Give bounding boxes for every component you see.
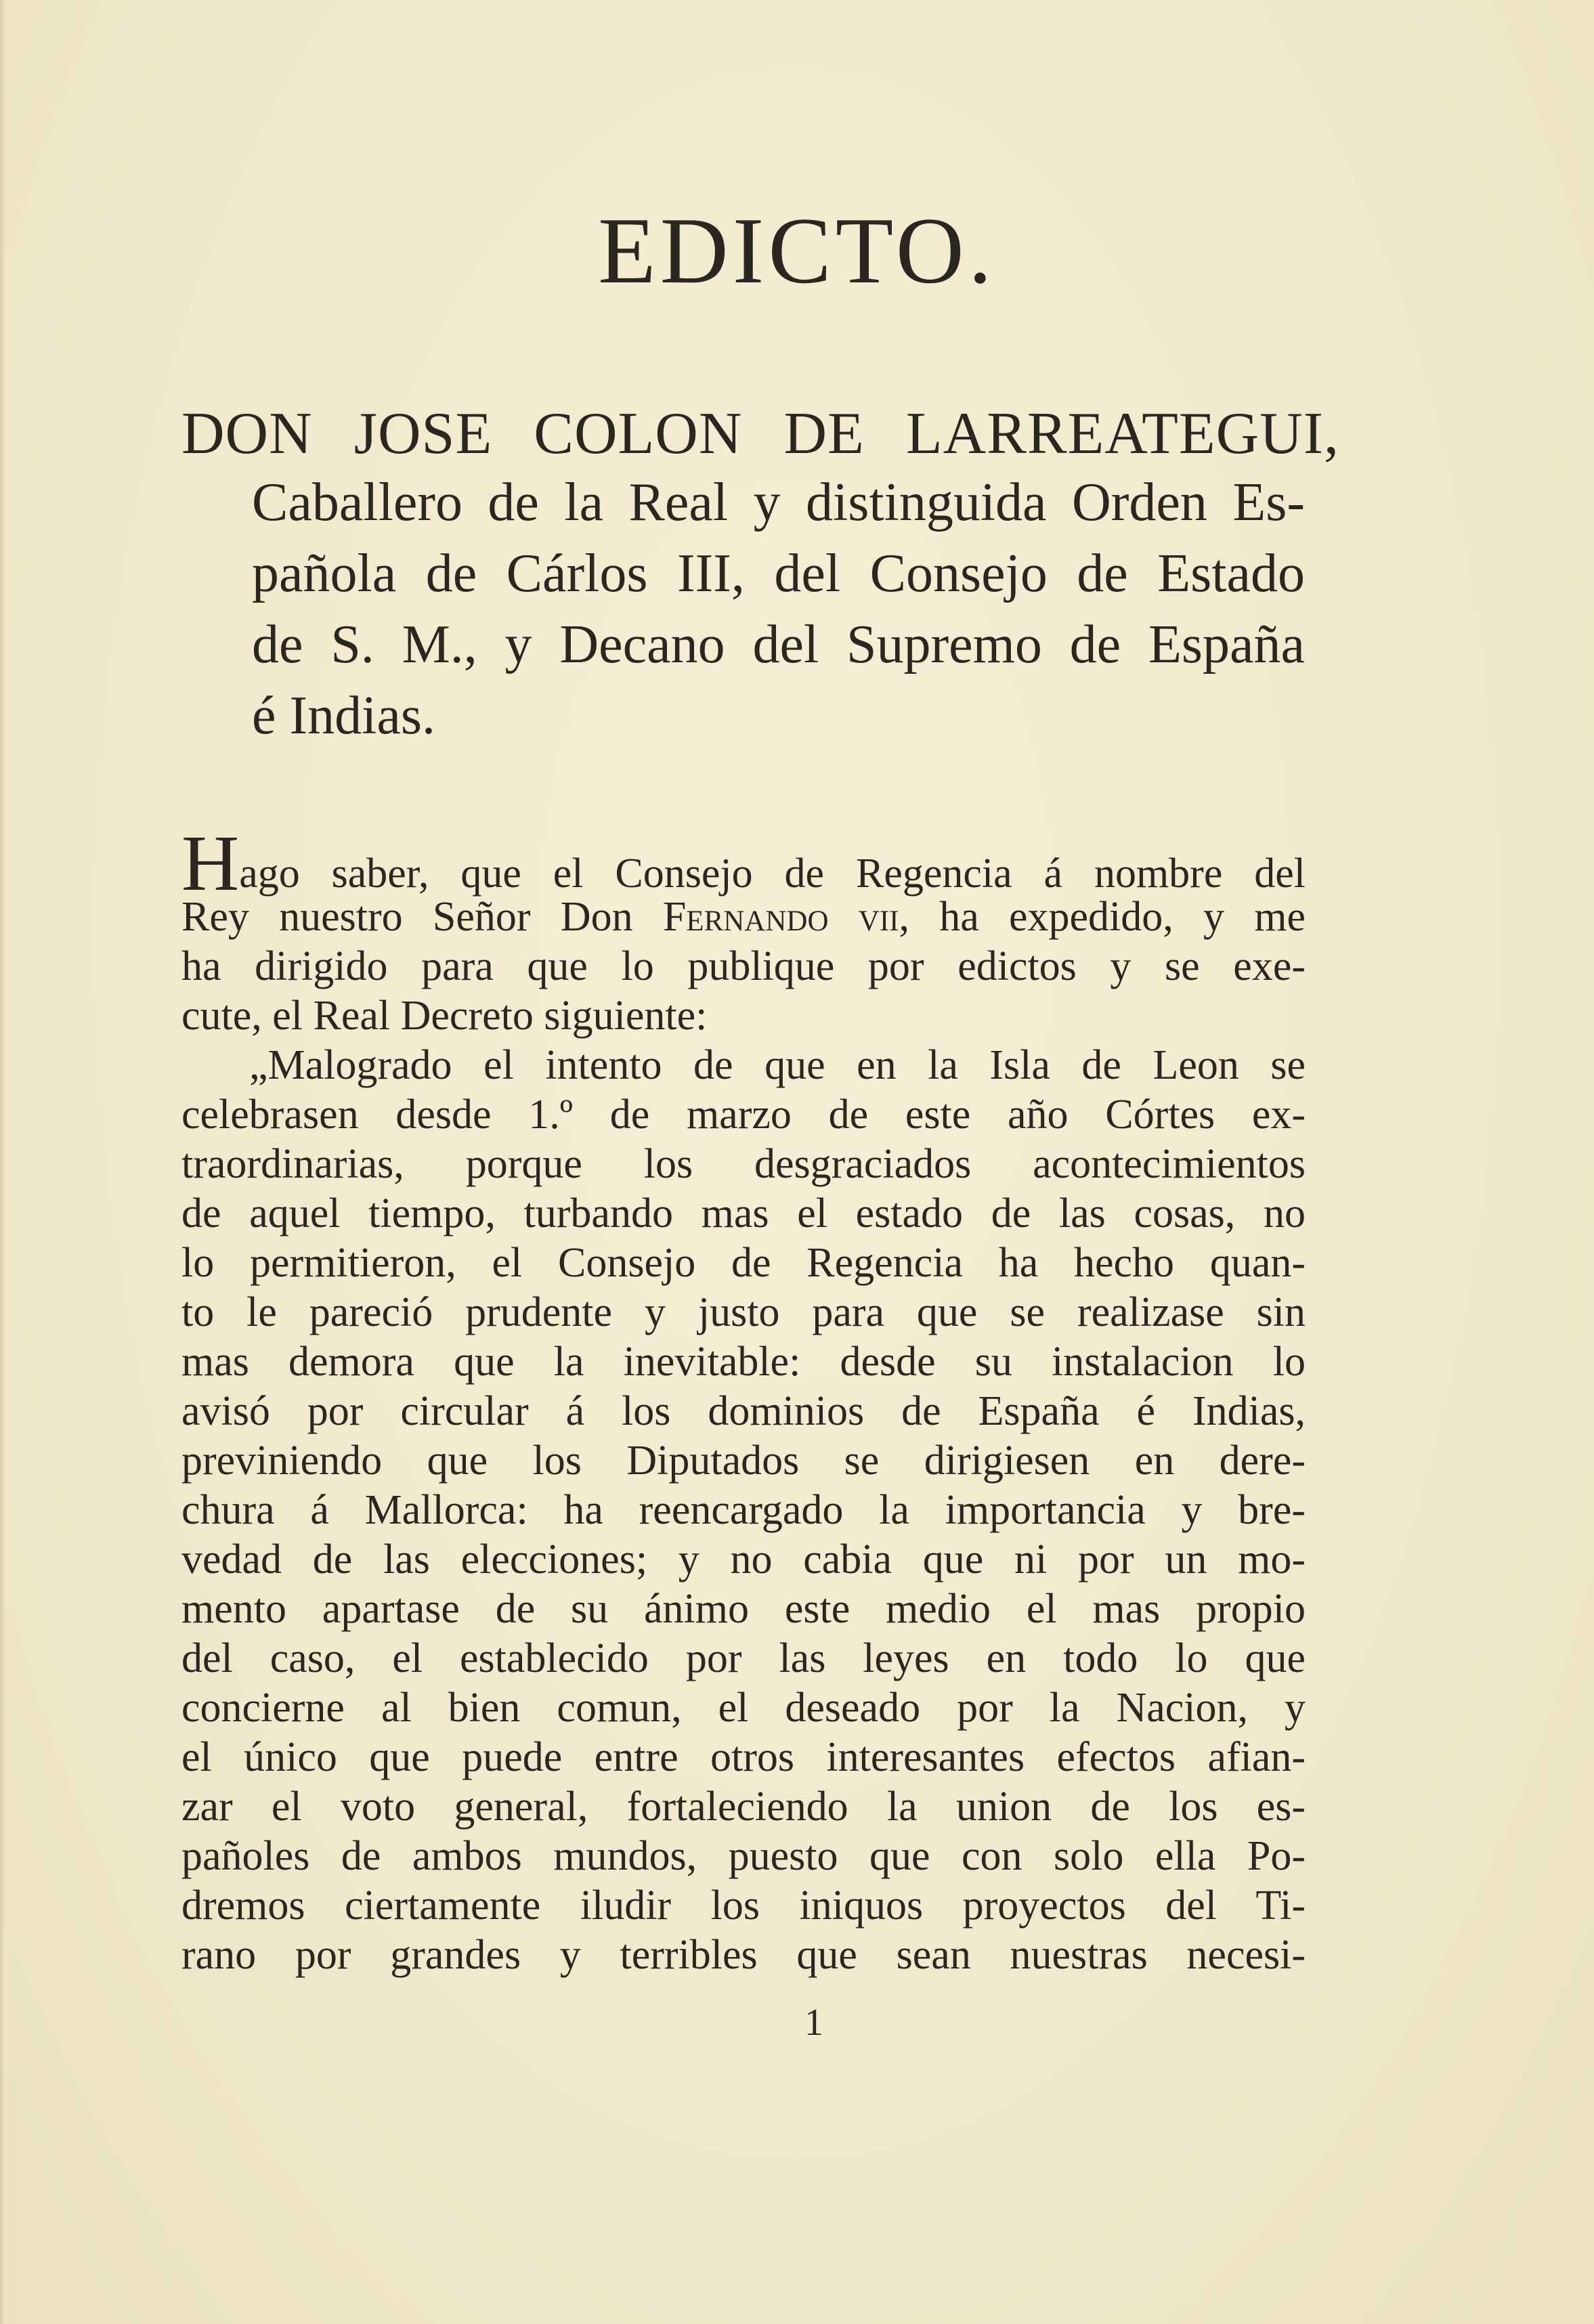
body-line: rano por grandes y terribles que sean nuestras necesi- [181, 1932, 1306, 1978]
body-line: previniendo que los Diputados se dirigiesen en dere- [181, 1438, 1306, 1484]
document-title: EDICTO. [598, 198, 996, 303]
body-line: pañoles de ambos mundos, puesto que con solo ella Po- [181, 1833, 1306, 1879]
author-title-line: é Indias. [252, 686, 436, 746]
body-line: celebrasen desde 1.º de marzo de este año Córtes ex- [181, 1092, 1306, 1138]
body-line [181, 819, 1306, 907]
king-name: Fernando vii [662, 894, 899, 940]
body-line: concierne al bien comun, el deseado por la Nacion, y [181, 1685, 1306, 1731]
body-text: Rey nuestro Señor Don [181, 894, 663, 940]
body-line: ha dirigido para que lo publique por edictos y se exe- [181, 943, 1306, 989]
body-line: zar el voto general, fortaleciendo la union de los es- [181, 1784, 1306, 1830]
body-line: vedad de las elecciones; y no cabia que ni por un mo- [181, 1536, 1306, 1583]
body-line: chura á Mallorca: ha reencargado la importancia y bre- [181, 1487, 1306, 1533]
page-edge [0, 0, 7, 2324]
author-titles [252, 467, 1305, 752]
body-text: , ha expedido, y me [899, 894, 1306, 940]
body-line: del caso, el establecido por las leyes en todo lo que [181, 1635, 1306, 1681]
body-line: de aquel tiempo, turbando mas el estado de las cosas, no [181, 1190, 1306, 1236]
body-line [181, 892, 1306, 942]
author-title-line: de S. M., y Decano del Supremo de España [252, 615, 1305, 674]
body-line: cute, el Real Decreto siguiente: [181, 993, 708, 1039]
body-line: avisó por circular á los dominios de España é Indias, [181, 1388, 1306, 1434]
drop-cap: H [181, 819, 240, 907]
body-line: lo permitieron, el Consejo de Regencia ha hecho quan- [181, 1240, 1306, 1286]
author-title-line: pañola de Cárlos III, del Consejo de Estado [252, 544, 1305, 603]
author-title-line: Caballero de la Real y distinguida Orden Es- [252, 473, 1305, 532]
body-line: mas demora que la inevitable: desde su instalacion lo [181, 1339, 1306, 1385]
page-number: 1 [804, 2002, 823, 2044]
body-line: „Malogrado el intento de que en la Isla de Leon se [249, 1042, 1306, 1088]
body-line: dremos ciertamente iludir los iniquos proyectos del Ti- [181, 1882, 1306, 1929]
author-name: DON JOSE COLON DE LARREATEGUI, [181, 401, 1339, 467]
body-line: to le pareció prudente y justo para que se realizase sin [181, 1289, 1306, 1335]
body-text: ago saber, que el Consejo de Regencia á nombre del [239, 851, 1306, 897]
body-line: el único que puede entre otros interesantes efectos afian- [181, 1734, 1306, 1780]
body-line: traordinarias, porque los desgraciados acontecimientos [181, 1141, 1306, 1187]
body-line: mento apartase de su ánimo este medio el mas propio [181, 1586, 1306, 1632]
edict-body [181, 819, 1306, 1980]
